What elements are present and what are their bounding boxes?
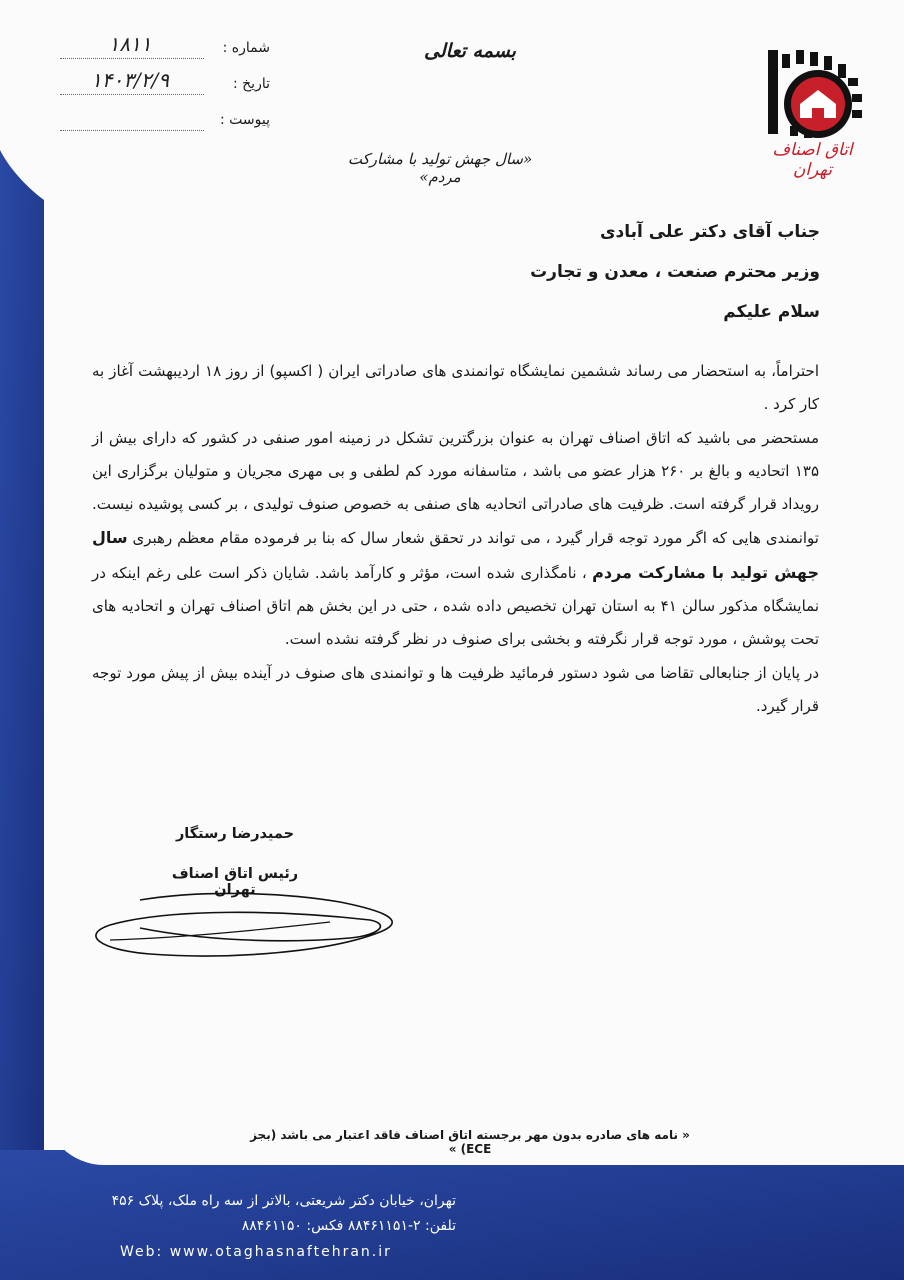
number-value: ۱۸۱۱ — [108, 32, 152, 56]
recipient-title: وزیر محترم صنعت ، معدن و تجارت — [530, 262, 820, 282]
paragraph-2-part-a: مستحضر می باشید که اتاق اصناف تهران به عنوان بزرگترین تشکل در زمینه امور صنفی در کشور که دارای بیش از ۱۳۵ اتحادیه و بالغ بر ۲۶۰ هزار عضو می باشد ، متاسفانه مورد کم لطفی و بی مهری مجریان و متولیان برگزاری این رویداد قرار گرفته است. ظرفیت های صادراتی اتحادیه های صنفی به خصوص صنوف تولیدی ، بر کسی پوشیده نیست. توانمندی هایی که اگر مورد توجه قرار گیرد ، می تواند در تحقق شعار سال که بنا بر فرموده مقام معظم رهبری — [92, 428, 819, 548]
date-line — [60, 94, 204, 95]
year-slogan: «سال جهش تولید با مشارکت مردم» — [347, 150, 533, 186]
paragraph-3: در پایان از جنابعالی تقاضا می شود دستور فرمائید ظرفیت ها و توانمندی های صنوف در آینده بیش از پیش مورد توجه قرار گیرد. — [92, 663, 819, 715]
logo-text: اتاق اصناف تهران — [772, 140, 853, 180]
paragraph-2-part-b: ، نامگذاری شده است، مؤثر و کارآمد باشد. شایان ذکر است علی رغم اینکه در نمایشگاه مذکور سالن ۴۱ به استان تهران تخصیص داده شده ، حتی در این بخش هم اتاق اصناف تهران و اتحادیه های تحت پوشش ، مورد توجه قرار نگرفته و بخشی برای صنوف در نظر گرفته نشده است. — [92, 563, 819, 649]
attachment-label: پیوست : — [220, 112, 270, 128]
greeting: سلام علیکم — [723, 302, 820, 322]
paragraph-1: احتراماً، به استحضار می رساند ششمین نمایشگاه توانمندی های صادراتی ایران ( اکسپو) از روز ۱۸ اردیبهشت آغاز به کار کرد . — [92, 362, 819, 414]
attachment-line — [60, 130, 204, 131]
slogan-emphasis: سال جهش تولید با مشارکت مردم — [92, 528, 819, 582]
footer-address: تهران، خیابان دکتر شریعتی، بالاتر از سه راه ملک، پلاک ۴۵۶ — [111, 1193, 456, 1209]
signer-title: رئیس اتاق اصناف تهران — [171, 866, 299, 898]
validity-notice: « نامه های صادره بدون مهر برجسته اتاق اصناف فاقد اعتبار می باشد (بجز ECE) » — [250, 1128, 690, 1156]
number-label: شماره : — [222, 40, 270, 56]
footer-phones: تلفن: ۲-۸۸۴۶۱۱۵۱ فکس: ۸۸۴۶۱۱۵۰ — [241, 1218, 456, 1234]
date-value: ۱۴۰۳/۲/۹ — [91, 68, 169, 92]
handwritten-signature — [80, 880, 420, 970]
letter-number-row — [60, 32, 270, 64]
basmala: بسمه تعالی — [424, 40, 516, 62]
date-label: تاریخ : — [232, 76, 270, 92]
letter-attachment-row — [60, 110, 270, 136]
number-line — [60, 58, 204, 59]
paragraph-2 — [92, 422, 819, 657]
letter-body — [92, 355, 819, 723]
signer-name: حمیدرضا رستگار — [175, 826, 295, 842]
recipient-name: جناب آقای دکتر علی آبادی — [599, 222, 820, 242]
letter-date-row — [60, 68, 270, 100]
footer-website[interactable]: Web: www.otaghasnaftehran.ir — [120, 1244, 392, 1260]
